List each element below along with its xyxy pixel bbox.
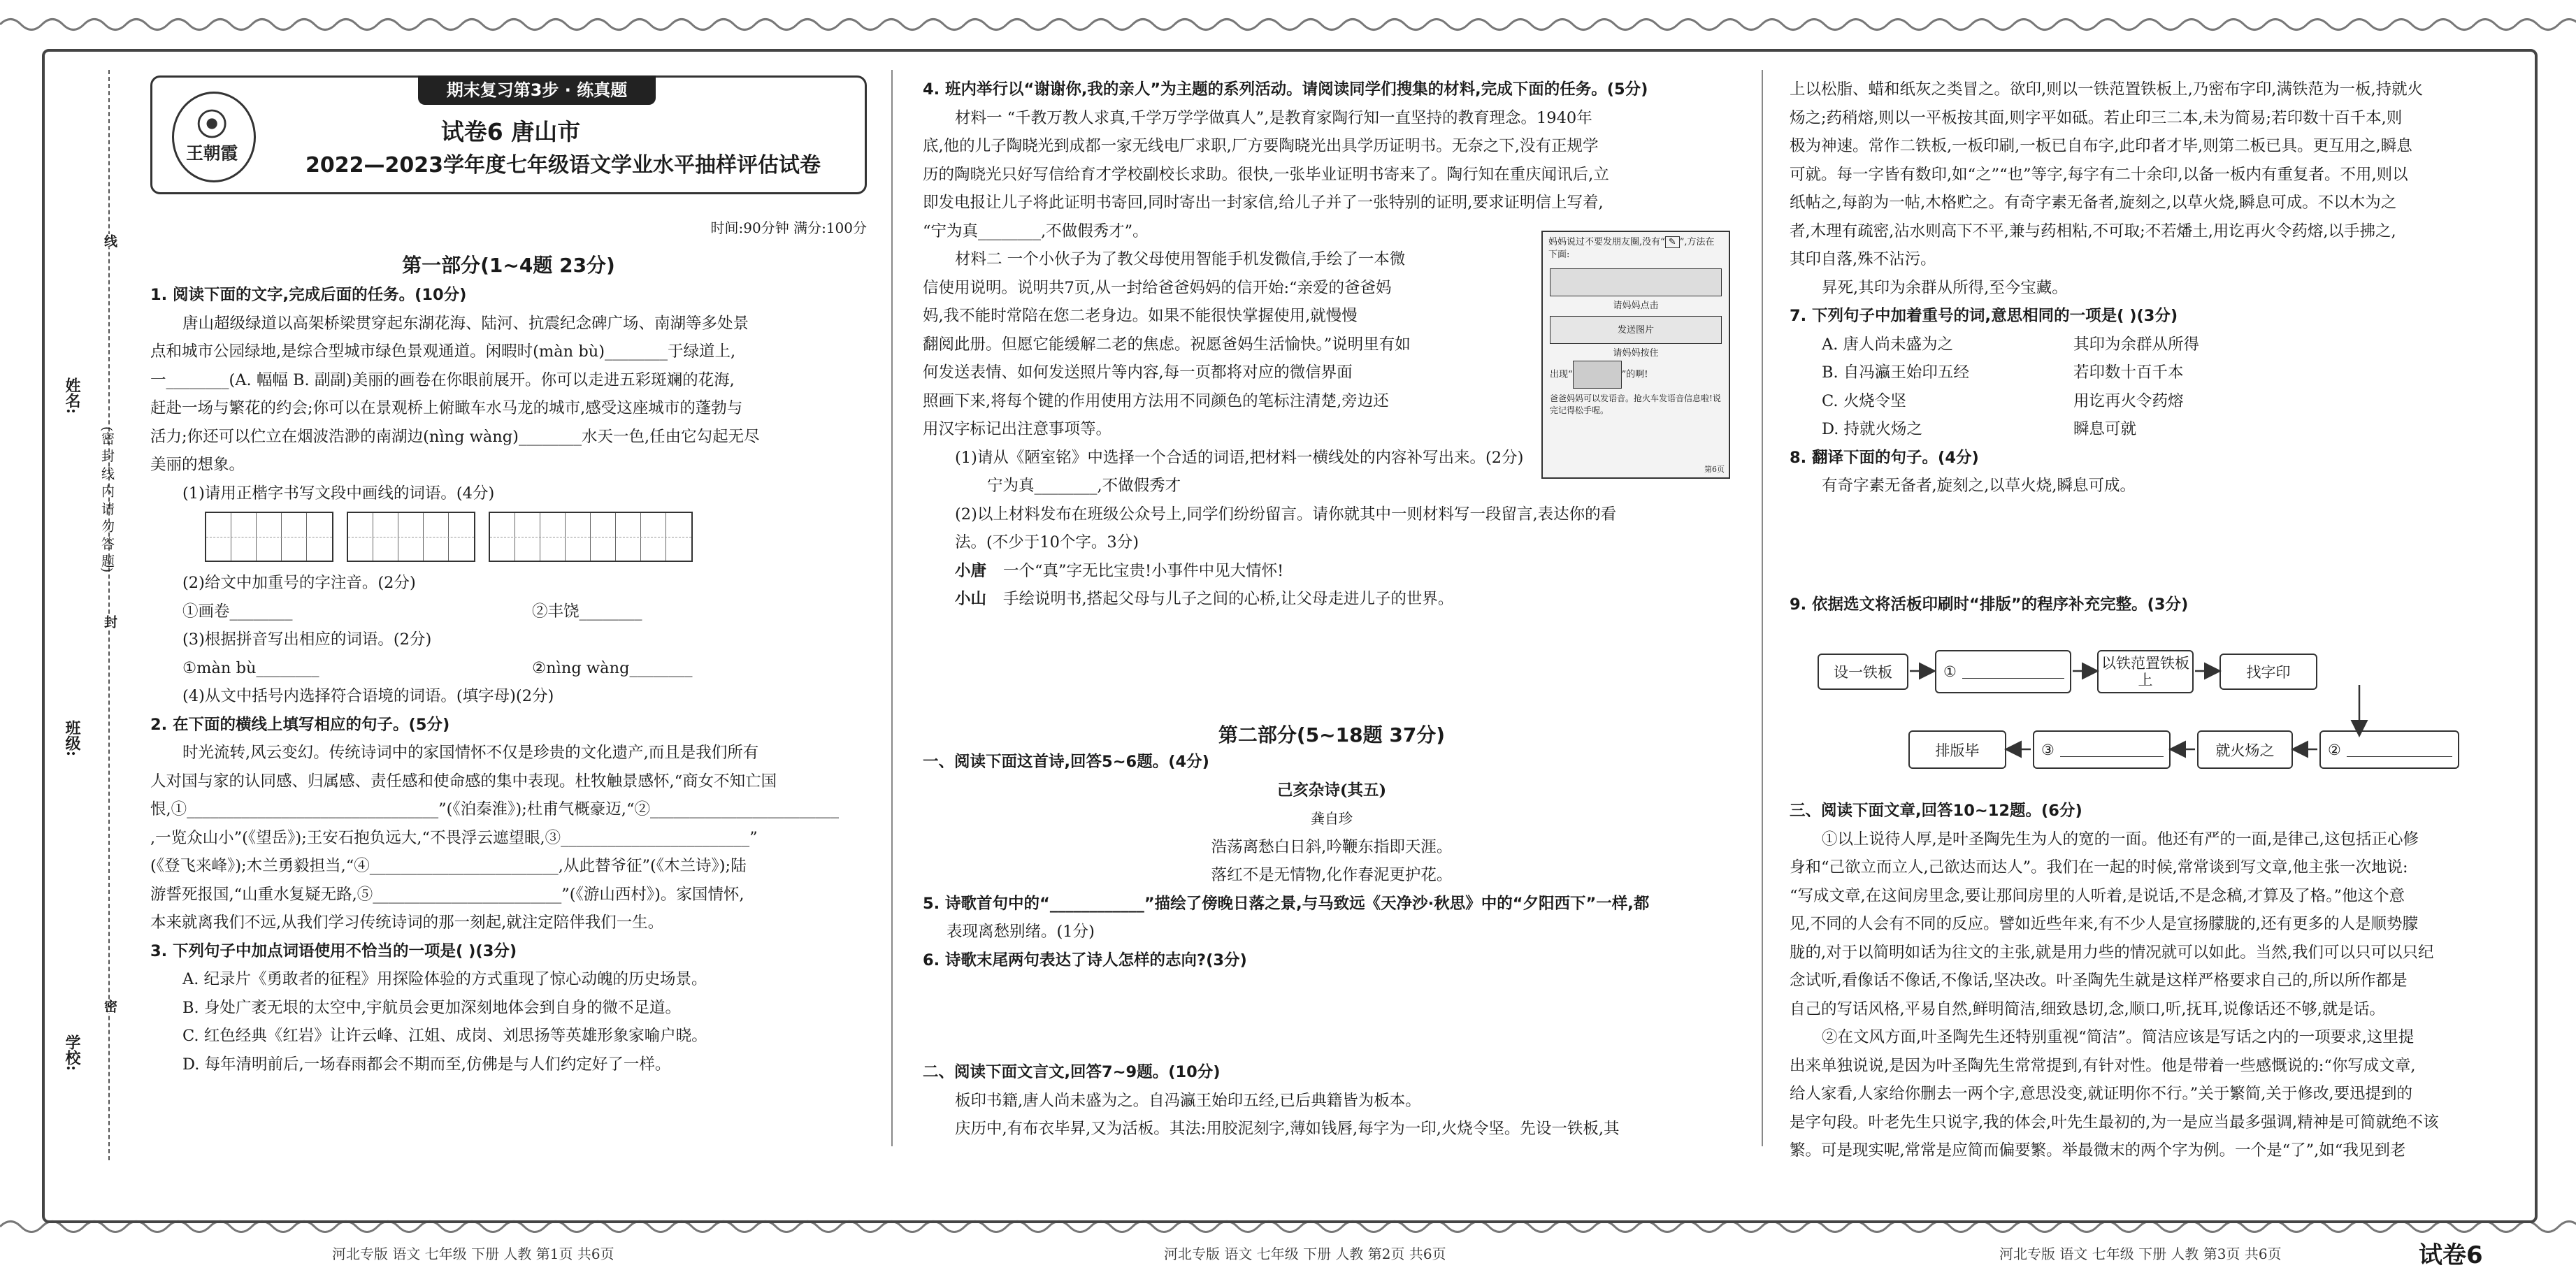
reading-heading: 三、阅读下面文章,回答10~12题。(6分) bbox=[1790, 802, 2082, 820]
option[interactable]: D. 每年清明前后,一场春雨都会不期而至,仿佛是与人们约定好了一样。 bbox=[182, 1055, 671, 1074]
seal-mark: 密 bbox=[101, 1000, 120, 1013]
essay-line: 念试听,看像话不像话,不像话,坚决改。叶圣陶先生就是这样严格要求自己的,所以所作都是 bbox=[1790, 972, 2408, 990]
option[interactable]: B. 身处广袤无垠的太空中,宇航员会更加深刻地体会到自身的微不足道。 bbox=[182, 998, 681, 1017]
option[interactable]: D. 持就火炀之 bbox=[1822, 420, 1923, 438]
passage-line: 人对国与家的认同感、归属感、责任感和使命感的集中表现。杜牧触景感怀,“商女不知亡国 bbox=[150, 772, 777, 791]
name-label: 姓名: bbox=[63, 377, 81, 414]
classical-line: 极为神速。常作二铁板,一板印刷,一板已自布字,此印者才毕,则第二板已具。更互用之,瞬息 bbox=[1790, 137, 2412, 155]
material-line: 照画下来,将每个键的作用使用方法用不同颜色的笔标注清楚,旁边还 bbox=[923, 391, 1389, 410]
column-page-1 bbox=[150, 70, 867, 1262]
question-6: 6. 诗歌末尾两句表达了诗人怎样的志向?(3分) bbox=[923, 951, 1247, 969]
passage-line: 一________(A. 幅幅 B. 副副)美丽的画卷在你眼前展开。你可以走进五彩斑斓的花海, bbox=[150, 370, 735, 389]
essay-line: “写成文章,在这间房里念,要让那间房里的人听着,是说话,不是念稿,才算及了格。”他这个意 bbox=[1790, 886, 2405, 905]
seal-mark: 线 bbox=[101, 234, 120, 247]
passage-line: 活力;你还可以伫立在烟波浩渺的南湖边(nìng wàng)________水天一色,任由它勾起无尽 bbox=[150, 427, 760, 446]
classical-line: 可就。每一字皆有数印,如“之”“也”等字,每字有二十余印,以备一板内有重复者。不用,则以 bbox=[1790, 165, 2408, 184]
writing-grid[interactable] bbox=[150, 512, 867, 562]
essay-line: 胧的,对于以简明如话为往文的主张,就是用力些的情况就可以如此。当然,我们可以只可以只纪 bbox=[1790, 943, 2434, 962]
class-label: 班级: bbox=[63, 720, 81, 757]
material-line: 历的陶晓光只好写信给育才学校副校长求助。很快,一张毕业证明书寄来了。陶行知在重庆闻讯后,立 bbox=[923, 165, 1609, 184]
question-2: 2. 在下面的横线上填写相应的句子。(5分) bbox=[150, 715, 450, 734]
material-line: 即发电报让儿子将此证明书寄回,同时寄出一封家信,给儿子并了一张特别的证明,要求证明信上写着, bbox=[923, 194, 1604, 212]
fill-line[interactable]: 宁为真________,不做假秀才 bbox=[987, 477, 1181, 495]
essay-line: 身和“己欲立而立人,己欲达而达人”。我们在一起的时候,常常谈到写文章,他主张一次地说: bbox=[1790, 858, 2408, 876]
column-page-3 bbox=[1790, 70, 2517, 1269]
passage-line: 唐山超级绿道以高架桥梁贯穿起东湖花海、陆河、抗震纪念碑广场、南湖等多处景 bbox=[182, 314, 749, 333]
fill-line[interactable]: (《登飞来峰》);木兰勇毅担当,“④________________________,从此替爷征”(《木兰诗》);陆 bbox=[150, 857, 747, 875]
flow-step: 排版毕 bbox=[1908, 730, 2006, 769]
subquestion: (1)请用正楷字书写文段中画线的词语。(4分) bbox=[182, 484, 495, 503]
question-9: 9. 依据选文将活板印刷时“排版”的程序补充完整。(3分) bbox=[1790, 596, 2189, 614]
essay-line: ②在文风方面,叶圣陶先生还特别重视“简洁”。简洁应该是写话之内的一项要求,这里提 bbox=[1822, 1028, 2415, 1046]
essay-line: 给人家看,人家给你删去一两个字,意思没变,就证明你不行。”关于繁简,关于修改,要迅提到的 bbox=[1790, 1085, 2413, 1103]
material-line: 底,他的儿子陶晓光到成都一家无线电厂求职,厂方要陶晓光出具学历证明书。无奈之下,没有正规学 bbox=[923, 137, 1599, 155]
flow-step: 就火炀之 bbox=[2197, 730, 2293, 769]
classical-line: 上以松脂、蜡和纸灰之类冒之。欲印,则以一铁范置铁板上,乃密布字印,满铁范为一板,持就火 bbox=[1790, 80, 2424, 99]
time-score: 时间:90分钟 满分:100分 bbox=[710, 219, 867, 236]
page-footer: 河北专版 语文 七年级 下册 人教 第3页 共6页 bbox=[1999, 1246, 2282, 1262]
option[interactable]: C. 火烧令坚 bbox=[1822, 391, 1906, 410]
material-line: 翻阅此册。但愿它能缓解二老的焦虑。祝愿爸妈生活愉快。”说明里有如 bbox=[923, 335, 1411, 354]
classical-line: 其印自落,殊不沾污。 bbox=[1790, 250, 1936, 268]
paper-badge: 试卷6 bbox=[2419, 1241, 2483, 1269]
classical-line: 纸帖之,每韵为一帖,木格贮之。有奇字素无备者,旋刻之,以草火烧,瞬息可成。不以木为之 bbox=[1790, 194, 2397, 212]
comment-text: 手绘说明书,搭起父母与儿子之间的心桥,让父母走进儿子的世界。 bbox=[1003, 590, 1454, 608]
answer-space[interactable] bbox=[923, 974, 1741, 1058]
option[interactable]: A. 纪录片《勇敢者的征程》用探险体验的方式重现了惊心动魄的历史场景。 bbox=[182, 970, 707, 988]
poem-line: 落红不是无情物,化作春泥更护花。 bbox=[1211, 866, 1453, 884]
classical-line: 庆历中,有布衣毕昇,又为活板。其法:用胶泥刻字,薄如钱唇,每字为一印,火烧令坚。先设一铁板,其 bbox=[955, 1120, 1620, 1138]
page-footer: 河北专版 语文 七年级 下册 人教 第1页 共6页 bbox=[332, 1246, 614, 1262]
material-line: 何发送表情、如何发送照片等内容,每一页都将对应的微信界面 bbox=[923, 363, 1353, 382]
classical-line: 炀之;药稍熔,则以一平板按其面,则字平如砥。若止印三二本,未为简易;若印数十百千本,则 bbox=[1790, 108, 2403, 127]
question-3: 3. 下列句子中加点词语使用不恰当的一项是( )(3分) bbox=[150, 941, 517, 960]
question-5: 5. 诗歌首句中的“____________”描绘了傍晚日落之景,与马致远《天净沙·秋思》中的“夕阳西下”一样,都 bbox=[923, 894, 1650, 913]
subquestion: (2)以上材料发布在班级公众号上,同学们纷纷留言。请你就其中一则材料写一段留言,表达你的看 bbox=[955, 505, 1617, 524]
subquestion: (3)根据拼音写出相应的词语。(2分) bbox=[182, 630, 432, 649]
section-heading: 第二部分(5~18题 37分) bbox=[1218, 723, 1446, 746]
seal-mark: 封 bbox=[101, 615, 120, 628]
paper-number: 试卷6 唐山市 bbox=[440, 118, 581, 145]
banner-tab: 期末复习第3步 · 练真题 bbox=[418, 75, 656, 105]
material-line: 材料一 “千教万教人求真,千学万学学做真人”,是教育家陶行知一直坚持的教育理念。1940年 bbox=[955, 108, 1592, 127]
passage-line: 本来就离我们不远,从我们学习传统诗词的那一刻起,就注定陪伴我们一生。 bbox=[150, 914, 664, 932]
comment-author: 小山 bbox=[955, 590, 987, 608]
subquestion: (2)给文中加重号的字注音。(2分) bbox=[182, 574, 416, 592]
classical-line: 者,木理有疏密,沾水则高下不平,兼与药相粘,不可取;不若燔土,用讫再火令药熔,以手拂之, bbox=[1790, 222, 2396, 240]
passage-line: 赶赴一场与繁花的约会;你可以在景观桥上俯瞰车水马龙的城市,感受这座城市的蓬勃与 bbox=[150, 399, 743, 417]
question-4: 4. 班内举行以“谢谢你,我的亲人”为主题的系列活动。请阅读同学们搜集的材料,完成下面的任务。(5分) bbox=[923, 80, 1648, 99]
essay-line: 出来单独说说,是因为叶圣陶先生常常提到,有针对性。他是带着一些感慨说的:“你写成文章, bbox=[1790, 1056, 2416, 1075]
material-line: 用汉字标记出注意事项等。 bbox=[923, 420, 1112, 438]
blank-answer[interactable]: ①画卷________ bbox=[182, 602, 293, 621]
material-line: 材料二 一个小伙子为了教父母使用智能手机发微信,手绘了一本微 bbox=[955, 250, 1406, 268]
reading-heading: 一、阅读下面这首诗,回答5~6题。(4分) bbox=[923, 753, 1209, 771]
column-divider bbox=[891, 70, 893, 1146]
reading-heading: 二、阅读下面文言文,回答7~9题。(10分) bbox=[923, 1063, 1221, 1081]
blank-answer[interactable]: ①màn bù________ bbox=[182, 658, 319, 677]
flow-step: 找字印 bbox=[2219, 654, 2317, 690]
school-label: 学校: bbox=[63, 1034, 81, 1071]
material-line: 信使用说明。说明共7页,从一封给爸爸妈妈的信开始:“亲爱的爸爸妈 bbox=[923, 278, 1392, 297]
option[interactable]: A. 唐人尚未盛为之 bbox=[1822, 335, 1954, 354]
fill-line[interactable]: ,一览众山小”(《望岳》);王安石抱负远大,“不畏浮云遮望眼,③________________________” bbox=[150, 828, 758, 847]
fill-line[interactable]: 游誓死报国,“山重水复疑无路,⑤________________________”(《游山西村》)。家国情怀, bbox=[150, 885, 744, 904]
poem-line: 浩荡离愁白日斜,吟鞭东指即天涯。 bbox=[1211, 837, 1453, 856]
option-pair: 其印为余群从所得 bbox=[2073, 335, 2200, 354]
essay-line: 是字句段。叶老先生只说字,我的体会,叶先生最初的,为一是应当最多强调,精神是可简就绝不该 bbox=[1790, 1113, 2439, 1132]
essay-line: 繁。可是现实呢,常常是应简而偏要繁。举最微末的两个字为例。一个是“了”,如“我见到老 bbox=[1790, 1141, 2406, 1160]
classical-line: 昇死,其印为余群从所得,至今宝藏。 bbox=[1822, 278, 2068, 297]
flow-blank[interactable]: ③ bbox=[2033, 730, 2171, 769]
classical-line: 板印书籍,唐人尚未盛为之。自冯瀛王始印五经,已后典籍皆为板本。 bbox=[955, 1091, 1421, 1110]
blank-answer[interactable]: ②丰饶________ bbox=[532, 602, 642, 621]
flow-step: 设一铁板 bbox=[1818, 654, 1908, 690]
material-line: “宁为真________,不做假秀才”。 bbox=[923, 222, 1149, 240]
passage-line: 时光流转,风云变幻。传统诗词中的家国情怀不仅是珍贵的文化遗产,而且是我们所有 bbox=[182, 744, 759, 762]
wavy-border-top bbox=[0, 0, 2576, 42]
wechat-illustration: 妈妈说过不要发朋友圈,没有“ ✎ ”,方法在下面: 请妈妈点击 发送图片 请妈妈按住 出现“ ”的啊! 爸爸妈妈可以发语音。抢火车发语音信息啦!说完记得松手喔。 第6页 bbox=[1541, 231, 1730, 479]
comment-author: 小唐 bbox=[955, 561, 987, 580]
material-line: 妈,我不能时常陪在您二老身边。如果不能很快掌握使用,就慢慢 bbox=[923, 307, 1358, 325]
question-5-cont: 表现离愁别绪。(1分) bbox=[947, 923, 1095, 941]
fill-line[interactable]: 恨,①________________________________”(《泊秦淮》);杜甫气概豪迈,“②________________________ bbox=[150, 800, 839, 818]
section-heading: 第一部分(1~4题 23分) bbox=[402, 254, 615, 277]
subquestion: 法。(不少于10个字。3分) bbox=[955, 533, 1139, 551]
comment-text: 一个“真”字无比宝贵!小事件中见大情怀! bbox=[1003, 561, 1284, 580]
option[interactable]: C. 红色经典《红岩》让许云峰、江姐、成岗、刘思扬等英雄形象家喻户晓。 bbox=[182, 1027, 707, 1045]
question-8: 8. 翻译下面的句子。(4分) bbox=[1790, 448, 1979, 467]
option-pair: 瞬息可就 bbox=[2073, 420, 2137, 438]
header-banner bbox=[150, 75, 867, 194]
essay-line: ①以上说待人厚,是叶圣陶先生为人的宽的一面。他还有严的一面,是律己,这包括正心修 bbox=[1822, 830, 2419, 849]
passage-line: 点和城市公园绿地,是综合型城市绿色景观通道。闲暇时(màn bù)________于绿道上, bbox=[150, 342, 736, 361]
essay-line: 见,不同的人会有不同的反应。譬如近些年来,有不少人是宣扬朦胧的,还有更多的人是顺势朦 bbox=[1790, 915, 2418, 933]
poem-title: 己亥杂诗(其五) bbox=[1276, 781, 1387, 800]
column-divider bbox=[1762, 70, 1763, 1146]
question-1: 1. 阅读下面的文字,完成后面的任务。(10分) bbox=[150, 286, 467, 304]
option-pair: 若印数十百千本 bbox=[2073, 363, 2184, 382]
seal-note: (密 封 线 内 请 勿 答 题) bbox=[99, 426, 115, 573]
flow-blank[interactable]: ② bbox=[2319, 730, 2459, 769]
option-pair: 用讫再火令药熔 bbox=[2073, 391, 2184, 410]
svg-text:王朝霞: 王朝霞 bbox=[186, 143, 238, 164]
essay-line: 自己的写话风格,平易自然,鲜明简洁,细致恳切,念,顺口,听,抚耳,说像话还不够,就是话。 bbox=[1790, 1000, 2385, 1018]
question-7: 7. 下列句子中加着重号的词,意思相同的一项是( )(3分) bbox=[1790, 307, 2178, 325]
passage-line: 美丽的想象。 bbox=[150, 456, 245, 474]
flow-step: 以铁范置铁板上 bbox=[2097, 650, 2194, 693]
paper-title: 2022—2023学年度七年级语文学业水平抽样评估试卷 bbox=[305, 153, 821, 178]
subquestion: (4)从文中括号内选择符合语境的词语。(填字母)(2分) bbox=[182, 687, 554, 705]
page-footer: 河北专版 语文 七年级 下册 人教 第2页 共6页 bbox=[1164, 1246, 1446, 1262]
option[interactable]: B. 自冯瀛王始印五经 bbox=[1822, 363, 1969, 382]
translate-sentence: 有奇字素无备者,旋刻之,以草火烧,瞬息可成。 bbox=[1822, 477, 2136, 495]
blank-answer[interactable]: ②nìng wàng________ bbox=[532, 658, 693, 677]
subquestion: (1)请从《陋室铭》中选择一个合适的词语,把材料一横线处的内容补写出来。(2分) bbox=[955, 448, 1524, 467]
flow-blank[interactable]: ① bbox=[1935, 650, 2071, 693]
column-page-2 bbox=[923, 70, 1741, 1262]
poem-author: 龚自珍 bbox=[1311, 810, 1353, 827]
